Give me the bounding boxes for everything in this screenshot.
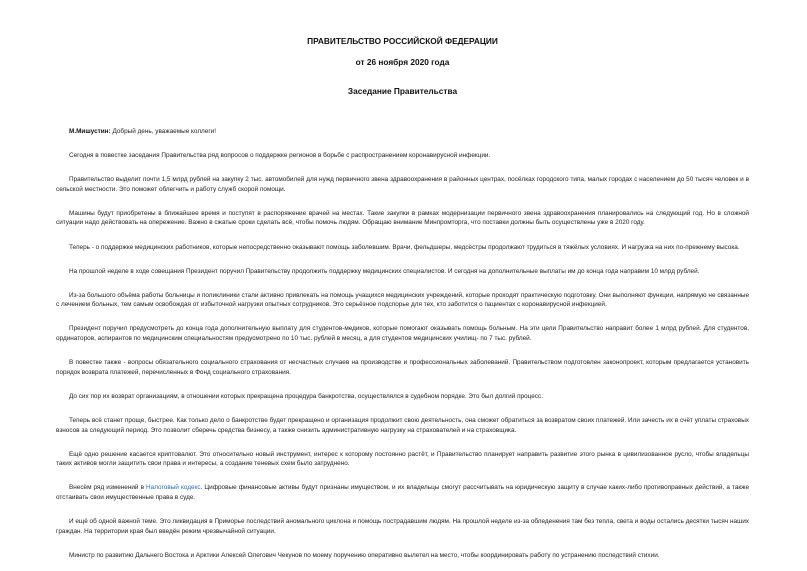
meeting-date: от 26 ноября 2020 года [355, 57, 450, 67]
paragraph-1: Сегодня в повестке заседания Правительства ряд вопросов о поддержке регионов в борьбе с распространением коронавирусной инфекции. [69, 152, 491, 160]
tax-code-link[interactable]: Налоговый кодекс [146, 484, 201, 492]
paragraph-10: Теперь всё станет проще, быстрее. Как только дело о банкротстве будет прекращено и организация продолжит свою деятельность, она сможет обратиться за возвратом своих платежей. Или зачесть их в счёт уплаты страховых взносов за следующий период. Это позволит сберечь средства бизнесу, а также снизить административную нагрузку на страхователей и на страховщика. [56, 416, 749, 434]
speech-body [56, 127, 749, 560]
paragraph-13: И ещё об одной важной теме. Это ликвидация в Приморье последствий аномального циклона и помощь пострадавшим людям. На прошлой неделе из-за обледенения там без тепла, света и воды остались десятки тысяч наших граждан. На территории края был введён режим чрезвычайной ситуации. [56, 517, 749, 535]
paragraph-9: До сих пор их возврат организациям, в отношении которых прекращена процедура банкротства, осуществлялся в судебном порядке. Это был долгий процесс. [69, 392, 543, 400]
meeting-title: Заседание Правительства [347, 86, 458, 96]
paragraph-4: Теперь - о поддержке медицинских работников, которые непосредственно оказывают помощь заболевшим. Врачи, фельдшеры, медсёстры продолжают трудиться в тяжёлых условиях. И нагрузка на них по-прежнему высока. [69, 243, 740, 251]
paragraph-14: Министр по развитию Дальнего Востока и Арктики Алексей Олегович Чекунов по моему поручению оперативно вылетел на место, чтобы координировать работу по устранению последствий стихии. [69, 551, 660, 559]
greeting-text: Добрый день, уважаемые коллеги! [110, 128, 217, 135]
paragraph-8: В повестке также - вопросы обязательного социального страхования от несчастных случаев на производстве и профессиональных заболеваний. Правительством подготовлен законопроект, которым предлагается установить порядок возврата платежей, перечисленных в Фонд социального страхования. [56, 359, 749, 376]
paragraph-6: Из-за большого объёма работы больницы и поликлиники стали активно привлекать на помощь учащихся медицинских учреждений, которые проходят практическую подготовку. Они выполняют функции, напрямую не связанные с лечением больных, тем самым освобождая от избыточной нагрузки опытных сотрудников. Это серьёзное подспорье для тех, кто заботится о пациентах с коронавирусной инфекцией. [56, 291, 749, 309]
paragraph-12-after: . Цифровые финансовые активы будут признаны имуществом, и их владельцы смогут рассчитывать на юридическую защиту в случае каких-либо противоправных действий, а также отстаивать свои имущественные права в суде. [56, 484, 749, 501]
paragraph-greeting [56, 127, 749, 137]
paragraph-5: На прошлой неделе в ходе совещания Президент поручил Правительству продолжить поддержку медицинских специалистов. И сегодня на дополнительные выплаты им до конца года направим 10 млрд рублей. [69, 267, 700, 275]
paragraph-12-before: Внесём ряд изменений в [69, 484, 147, 492]
paragraph-11: Ещё одно решение касается криптовалют. Это относительно новый инструмент, интерес к которому постоянно растёт, и Правительство планирует направить развитие этого рынка в цивилизованное русло, чтобы владельцы таких активов могли защитить свои права и интересы, а создание теневых схем было затруднено. [56, 450, 749, 468]
government-heading: ПРАВИТЕЛЬСТВО РОССИЙСКОЙ ФЕДЕРАЦИИ [307, 36, 498, 46]
paragraph-7: Президент поручил предусмотреть до конца года дополнительную выплату для студентов-медиков, которые помогают оказывать помощь больным. На эти цели Правительство направит более 1 млрд рублей. Для студентов, ординаторов, аспирантов по медицинским специальностям предусмотрено по 10 тыс. рублей в месяц, а для студентов медицинских училищ- по 7 тыс. рублей. [56, 325, 749, 343]
paragraph-12 [56, 483, 749, 502]
paragraph-2: Правительство выделит почти 1,5 млрд рублей на закупку 2 тыс. автомобилей для нужд первичного звена здравоохранения в районных центрах, посёлках городского типа, малых городах с населением до 50 тысяч человек и в сельской местности. Это поможет облегчить и работу служб скорой помощи. [56, 176, 749, 193]
speaker-name: М.Мишустин: [69, 128, 111, 135]
paragraph-3: Машины будут приобретены в ближайшее время и поступят в распоряжение врачей на местах. Такие закупки в рамках модернизации первичного звена здравоохранения планировались на следующий год. Но в сложной ситуации надо действовать на опережение. Важно в сжатые сроки сделать всё, чтобы помочь людям. Обращаю внимание Минпромторга, что поставки должны быть осуществлены уже в 2020 году. [56, 209, 749, 227]
